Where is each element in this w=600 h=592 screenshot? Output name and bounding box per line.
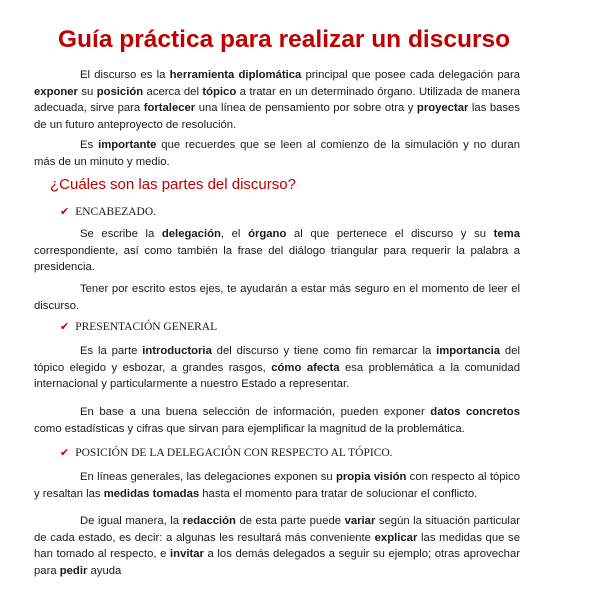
body-text: a los demás delegados a seguir su ejemplo; otras aprovechar para [34,548,520,577]
body-text: El discurso es la [80,69,170,81]
emphasis-text: exponer [34,85,78,98]
body-text: a tratar en un determinado órgano. Utilizada de manera adecuada, sirve para [34,85,520,114]
emphasis-text: importante [98,139,157,151]
emphasis-text: medidas tomadas [103,487,200,500]
body-text: De igual manera, la [80,515,183,527]
body-text: las medidas que se han tomado al respecto, e [34,531,520,560]
body-text: que recuerdes que se leen al comienzo de la simulación y no duran más de un minuto y medio. [34,139,520,168]
heading-encabezado-label: ENCABEZADO. [75,206,157,218]
body-text: al que pertenece el discurso y su [286,228,494,240]
emphasis-text: órgano [248,228,287,240]
body-text: Es la parte [80,345,143,357]
body-text: las bases de un futuro anteproyecto de resolución. [34,102,520,131]
body-text: una línea de pensamiento por sobre otra y [195,102,417,114]
body-text: acerca del [143,85,203,98]
presentacion-paragraph-2 [34,404,520,437]
section-subtitle: ¿Cuáles son las partes del discurso? [50,176,296,193]
body-text: En líneas generales, las delegaciones exponen su [80,471,336,483]
emphasis-text: delegación [161,228,221,240]
body-text: , el [220,228,249,240]
heading-presentacion [60,320,217,333]
body-text: con respecto al tópico y resaltan las [34,471,520,500]
emphasis-text: cómo afecta [271,361,340,374]
emphasis-text: datos concretos [430,406,520,418]
emphasis-text: introductoria [142,345,212,357]
intro-paragraph-1 [34,67,520,133]
check-icon: ✔ [60,205,70,218]
body-text: del tópico elegido y esbozar, a grandes rasgos, [34,345,520,374]
body-text: En base a una buena selección de información, pueden exponer [80,406,431,418]
emphasis-text: proyectar [416,102,469,114]
check-icon: ✔ [60,446,70,459]
body-text: hasta el momento para tratar de solucionar el conflicto. [199,487,478,500]
body-text: esa problemática a la comunidad internacional y particularmente a nuestro Estado a representar. [34,361,520,390]
heading-posicion [60,446,393,459]
body-text: ayuda [87,564,122,577]
posicion-paragraph-1 [34,469,520,502]
heading-encabezado [60,205,156,218]
emphasis-text: pedir [59,564,88,577]
heading-posicion-label: POSICIÓN DE LA DELEGACIÓN CON RESPECTO AL TÓPICO. [75,447,393,459]
check-icon: ✔ [60,320,70,333]
emphasis-text: herramienta diplomática [169,69,302,81]
presentacion-paragraph-1 [34,343,520,393]
emphasis-text: fortalecer [143,102,196,114]
emphasis-text: tópico [202,85,237,98]
document-title: Guía práctica para realizar un discurso [58,26,511,53]
intro-paragraph-2 [34,137,520,170]
body-text: Es [80,139,99,151]
posicion-paragraph-2 [34,513,520,579]
encabezado-paragraph-2 [34,281,520,314]
body-text: su [77,85,97,98]
emphasis-text: posición [96,85,144,98]
encabezado-paragraph-1 [34,226,520,276]
emphasis-text: invitar [170,548,204,560]
body-text: de esta parte puede [235,515,345,527]
emphasis-text: tema [493,228,520,240]
body-text: Tener por escrito estos ejes, te ayudarán a estar más seguro en el momento de leer el discurso. [34,283,520,312]
body-text: correspondiente, así como también la frase del diálogo triangular para requerir la palabra a presidencia. [34,244,520,273]
body-text: según la situación particular de cada estado, es decir: a algunas les resultará más conveniente [34,515,520,544]
emphasis-text: variar [344,515,376,527]
body-text: como estadísticas y cifras que sirvan para ejemplificar la magnitud de la problemática. [34,422,465,435]
body-text: principal que posee cada delegación para [301,69,520,81]
emphasis-text: importancia [436,345,501,357]
heading-presentacion-label: PRESENTACIÓN GENERAL [75,321,218,333]
emphasis-text: explicar [374,531,418,544]
body-text: Se escribe la [80,228,162,240]
emphasis-text: redacción [182,515,236,527]
emphasis-text: propia visión [335,471,407,483]
body-text: del discurso y tiene como fin remarcar la [211,345,437,357]
